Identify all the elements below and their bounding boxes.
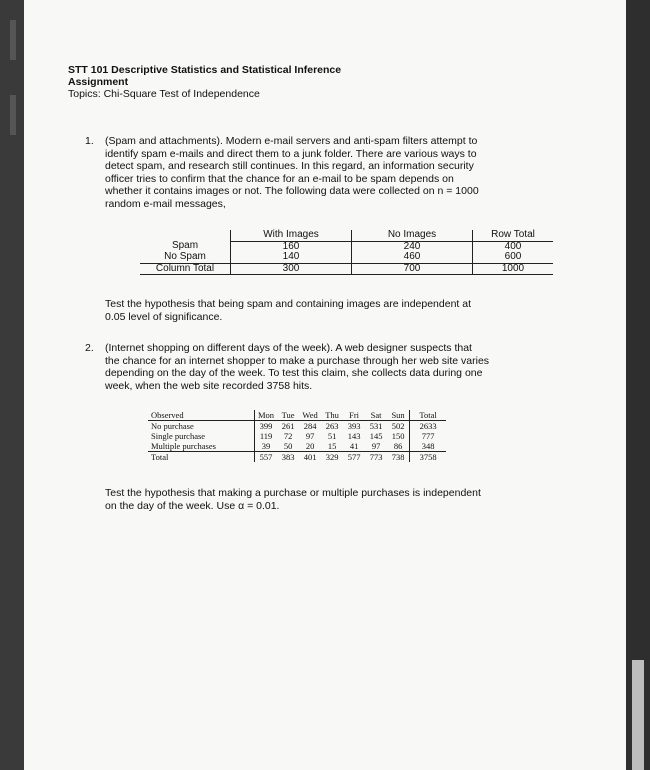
table-row — [148, 431, 446, 441]
table-cell: 777 — [410, 431, 447, 441]
question-1-number: 1. — [85, 135, 94, 147]
table-header-cell: With Images — [231, 230, 352, 241]
table-cell: Column Total — [140, 263, 231, 275]
question-2-line: the chance for an internet shopper to make a purchase through her web site varies — [105, 354, 490, 367]
table-header-cell: Fri — [343, 410, 365, 421]
table-cell: Single purchase — [148, 431, 255, 441]
table-cell: 3758 — [410, 452, 447, 463]
question-2-line: week, when the web site recorded 3758 hits. — [105, 379, 313, 392]
table-cell: 15 — [327, 441, 337, 451]
course-title: STT 101 Descriptive Statistics and Statistical Inference — [68, 64, 342, 76]
table-cell: 460 — [352, 252, 473, 263]
question-2-line: (Internet shopping on different days of the week). A web designer suspects that — [105, 342, 472, 354]
table-cell: 348 — [410, 441, 447, 452]
table-cell: 329 — [321, 452, 343, 463]
table-header-row — [148, 410, 446, 421]
table-cell: 600 — [473, 252, 554, 263]
table-cell: Spam — [171, 240, 199, 252]
table-cell: 577 — [343, 452, 365, 463]
question-1-test-statement — [105, 298, 535, 323]
table-header-cell: Row Total — [473, 230, 554, 241]
question-1 — [85, 135, 535, 210]
table-cell: 1000 — [473, 263, 554, 275]
left-background-edge — [0, 0, 24, 770]
table-cell: 531 — [369, 421, 383, 431]
table-row — [148, 441, 446, 452]
purchase-day-table — [148, 410, 446, 462]
table-cell: 240 — [352, 241, 473, 252]
assignment-label: Assignment — [68, 76, 129, 88]
test-line: on the day of the week. Use α = 0.01. — [105, 500, 280, 512]
edge-mark — [10, 20, 16, 60]
table-cell: 2633 — [410, 421, 447, 432]
table-total-row — [148, 452, 446, 463]
table-cell: 263 — [325, 421, 339, 431]
table-cell: 97 — [371, 441, 381, 451]
question-1-line: random e-mail messages, — [105, 197, 226, 210]
table-cell: 86 — [393, 441, 403, 451]
table-cell: Multiple purchases — [148, 441, 255, 452]
table-row — [148, 421, 446, 432]
table-cell: 145 — [369, 431, 383, 441]
table-cell: 400 — [473, 241, 554, 252]
table-cell: 700 — [352, 263, 473, 275]
table-header-cell: No Images — [352, 230, 473, 241]
table-cell: 773 — [365, 452, 387, 463]
table-header-cell: Total — [410, 410, 447, 421]
table-cell: 284 — [303, 421, 317, 431]
test-line: Test the hypothesis that being spam and containing images are independent at — [105, 298, 471, 310]
table-header-cell: Observed — [148, 410, 255, 421]
table-header-row — [140, 230, 553, 241]
table-cell: 140 — [231, 252, 352, 263]
test-line: 0.05 level of significance. — [105, 310, 223, 323]
table-cell: 160 — [231, 241, 352, 252]
table-cell: 50 — [283, 441, 293, 451]
table-header-cell: Wed — [299, 410, 321, 421]
topics-line: Topics: Chi-Square Test of Independence — [68, 88, 260, 100]
document-header — [68, 64, 341, 100]
table-cell: 399 — [259, 421, 273, 431]
table-cell: 51 — [327, 431, 337, 441]
table-cell: 383 — [277, 452, 299, 463]
table-cell: 41 — [349, 441, 359, 451]
edge-mark — [10, 95, 16, 135]
table-cell: 143 — [347, 431, 361, 441]
table-cell: Total — [148, 452, 255, 463]
table-cell: No purchase — [148, 421, 255, 432]
question-1-line: detect spam, and research still continues. In this regard, an information security — [105, 160, 474, 172]
table-cell: 150 — [391, 431, 405, 441]
table-cell: 20 — [305, 441, 315, 451]
question-1-line: officer tries to confirm that the chance for an e-mail to be spam depends on — [105, 172, 454, 185]
table-cell: 738 — [387, 452, 410, 463]
table-cell: 97 — [305, 431, 315, 441]
question-1-line: whether it contains images or not. The following data were collected on n = 1000 — [105, 185, 479, 197]
table-cell: 119 — [259, 431, 273, 441]
table-cell: 261 — [281, 421, 295, 431]
scroll-bar[interactable] — [632, 660, 644, 770]
table-cell: 502 — [391, 421, 405, 431]
table-row — [140, 252, 553, 263]
test-line: Test the hypothesis that making a purchase or multiple purchases is independent — [105, 487, 481, 499]
spam-images-table — [140, 230, 553, 275]
table-total-row — [140, 263, 553, 275]
table-cell: 300 — [231, 263, 352, 275]
table-cell: 401 — [299, 452, 321, 463]
table-cell: No Spam — [164, 251, 206, 262]
table-cell: 39 — [261, 441, 271, 451]
question-2 — [85, 342, 535, 392]
question-2-test-statement — [105, 487, 535, 513]
question-1-line: (Spam and attachments). Modern e-mail servers and anti-spam filters attempt to — [105, 135, 478, 147]
table-header-cell: Sun — [387, 410, 410, 421]
right-background-edge — [626, 0, 650, 770]
table-header-cell: Mon — [255, 410, 278, 421]
table-header-cell: Thu — [321, 410, 343, 421]
table-cell: 72 — [283, 431, 293, 441]
question-2-line: depending on the day of the week. To test this claim, she collects data during one — [105, 367, 483, 379]
question-2-number: 2. — [85, 342, 94, 354]
table-cell: 557 — [255, 452, 278, 463]
question-1-line: identify spam e-mails and direct them to a junk folder. There are various ways to — [105, 147, 477, 160]
table-header-cell: Tue — [277, 410, 299, 421]
table-header-cell: Sat — [365, 410, 387, 421]
table-cell: 393 — [347, 421, 361, 431]
